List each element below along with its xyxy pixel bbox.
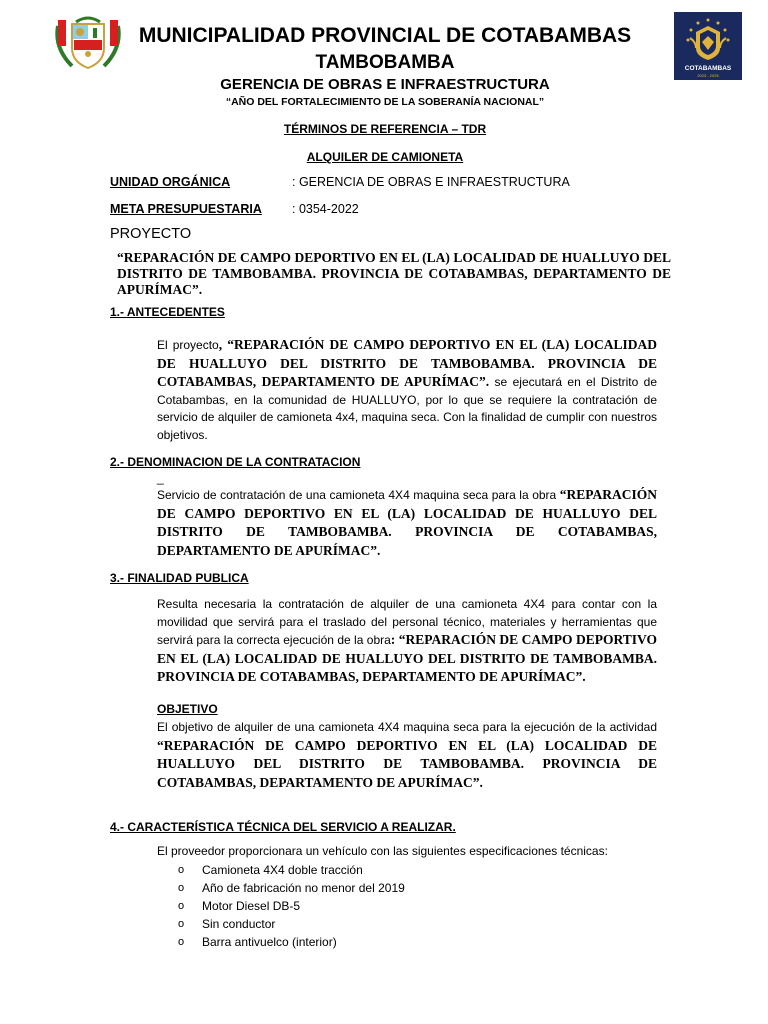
municipality-name: MUNICIPALIDAD PROVINCIAL DE COTABAMBAS: [138, 24, 632, 47]
antecedentes-body: se ejecutará en el Distrito de Cotabambas, en la comunidad de HUALLUYO, por lo que se requiere la contratación de servicio de alquiler de camioneta 4x4, maquina seca. Con la finalidad de cumplir con nuestros objetivos.: [157, 375, 657, 442]
proyecto-label: PROYECTO: [110, 226, 192, 242]
denominacion-mark: _: [157, 471, 164, 485]
bullet-circle-icon: o: [178, 882, 185, 894]
antecedentes-project-name: “REPARACIÓN DE CAMPO DEPORTIVO EN EL (LA) LOCALIDAD DE HUALLUYO DEL DISTRITO DE TAMBOBAMBA. PROVINCIA DE COTABAMBAS, DEPARTAMENTO DE APURÍMAC”.: [157, 337, 657, 389]
spec-item: [178, 915, 405, 933]
cotabambas-municipal-seal: [674, 12, 742, 80]
objetivo-paragraph: [157, 719, 657, 792]
spec-list: [178, 861, 405, 951]
bullet-circle-icon: o: [178, 918, 185, 930]
unidad-organica-value: : GERENCIA DE OBRAS E INFRAESTRUCTURA: [292, 175, 570, 189]
spec-text: Barra antivuelco (interior): [202, 935, 337, 949]
section-denominacion-title: 2.- DENOMINACION DE LA CONTRATACION: [110, 455, 361, 469]
svg-text:2023 - 2026: 2023 - 2026: [697, 73, 719, 78]
finalidad-paragraph: [157, 596, 657, 687]
proyecto-name: “REPARACIÓN DE CAMPO DEPORTIVO EN EL (LA) LOCALIDAD DE HUALLUYO DEL DISTRITO DE TAMBOBAMBA. PROVINCIA DE COTABAMBAS, DEPARTAMENTO DE APURÍMAC”.: [117, 250, 671, 297]
spec-text: Camioneta 4X4 doble tracción: [202, 863, 363, 877]
section-caracteristica-title: 4.- CARACTERÍSTICA TÉCNICA DEL SERVICIO A REALIZAR.: [110, 820, 456, 834]
spec-text: Motor Diesel DB-5: [202, 899, 301, 913]
antecedentes-intro: El proyecto: [157, 338, 219, 352]
unidad-organica-label: UNIDAD ORGÁNICA: [110, 175, 231, 189]
bullet-circle-icon: o: [178, 900, 185, 912]
meta-presupuestaria-label: META PRESUPUESTARIA: [110, 202, 262, 216]
finalidad-project-name: “REPARACIÓN DE CAMPO DEPORTIVO EN EL (LA) LOCALIDAD DE HUALLUYO DEL DISTRITO DE TAMBOBAMBA. PROVINCIA DE COTABAMBAS, DEPARTAMENTO DE APURÍMAC”.: [157, 632, 657, 684]
spec-item: [178, 861, 405, 879]
denominacion-paragraph: [157, 486, 657, 560]
spec-text: Sin conductor: [202, 917, 276, 931]
svg-text:COTABAMBAS: COTABAMBAS: [684, 65, 732, 72]
section-antecedentes-title: 1.- ANTECEDENTES: [110, 305, 225, 319]
finalidad-body: Resulta necesaria la contratación de alquiler de una camioneta 4X4 para contar con la movilidad que servirá para el traslado del personal técnico, materiales y herramientas que servirá para la correcta ejecución de la obra: [157, 597, 657, 647]
finalidad-colon: :: [390, 632, 399, 647]
tdr-title: TÉRMINOS DE REFERENCIA – TDR: [283, 122, 487, 136]
antecedentes-paragraph: [157, 336, 657, 444]
province-name: TAMBOBAMBA: [315, 52, 455, 73]
denominacion-body: Servicio de contratación de una camioneta 4X4 maquina seca para la obra: [157, 488, 560, 502]
bullet-circle-icon: o: [178, 864, 185, 876]
antecedentes-comma: ,: [218, 337, 228, 352]
service-title: ALQUILER DE CAMIONETA: [306, 150, 464, 164]
year-motto: “AÑO DEL FORTALECIMIENTO DE LA SOBERANÍA NACIONAL”: [225, 96, 545, 108]
section-finalidad-title: 3.- FINALIDAD PUBLICA: [110, 571, 249, 585]
spec-item: [178, 897, 405, 915]
meta-presupuestaria-value: : 0354-2022: [292, 202, 359, 216]
department-name: GERENCIA DE OBRAS E INFRAESTRUCTURA: [220, 76, 550, 93]
objetivo-body: El objetivo de alquiler de una camioneta 4X4 maquina seca para la ejecución de la actividad: [157, 720, 657, 734]
spec-item: [178, 933, 405, 951]
caracteristica-intro: El proveedor proporcionara un vehículo con las siguientes especificaciones técnicas:: [157, 844, 608, 858]
peru-coat-of-arms-logo: [52, 14, 124, 72]
objetivo-title: OBJETIVO: [157, 702, 218, 716]
spec-text: Año de fabricación no menor del 2019: [202, 881, 405, 895]
spec-item: [178, 879, 405, 897]
denominacion-project-name: “REPARACIÓN DE CAMPO DEPORTIVO EN EL (LA) LOCALIDAD DE HUALLUYO DEL DISTRITO DE TAMBOBAMBA. PROVINCIA DE COTABAMBAS, DEPARTAMENTO DE APURÍMAC”.: [157, 487, 657, 558]
bullet-circle-icon: o: [178, 936, 185, 948]
objetivo-project-name: “REPARACIÓN DE CAMPO DEPORTIVO EN EL (LA) LOCALIDAD DE HUALLUYO DEL DISTRITO DE TAMBOBAMBA. PROVINCIA DE COTABAMBAS, DEPARTAMENTO DE APURÍMAC”.: [157, 737, 657, 790]
